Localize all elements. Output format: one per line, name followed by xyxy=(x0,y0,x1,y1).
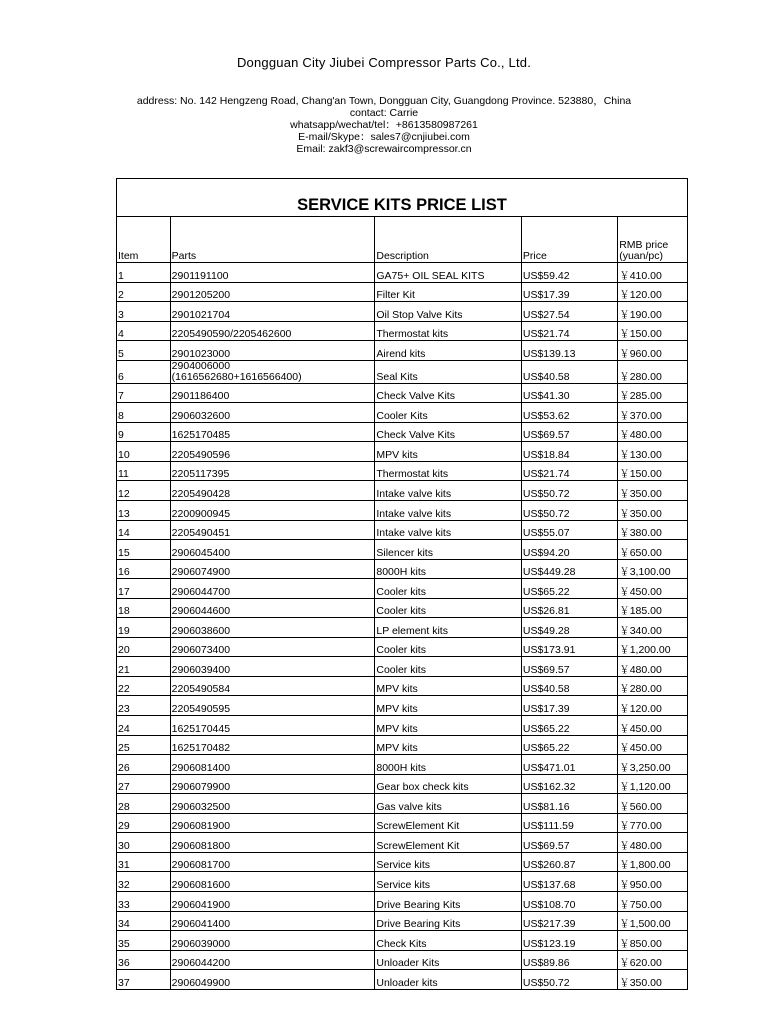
cell-usd-price: US$162.32 xyxy=(521,774,617,794)
cell-item: 13 xyxy=(117,501,170,521)
header-rmb-price xyxy=(618,217,687,263)
table-row xyxy=(117,540,687,560)
price-list-sheet xyxy=(116,178,688,990)
cell-rmb-price: ￥190.00 xyxy=(618,302,687,322)
cell-item: 7 xyxy=(117,383,170,403)
cell-usd-price: US$50.72 xyxy=(521,501,617,521)
header-item: Item xyxy=(117,217,170,263)
cell-item: 28 xyxy=(117,794,170,814)
cell-usd-price: US$89.86 xyxy=(521,950,617,970)
cell-description: 8000H kits xyxy=(375,559,522,579)
cell-description: Cooler kits xyxy=(375,579,522,599)
cell-item: 35 xyxy=(117,931,170,951)
table-row xyxy=(117,911,687,931)
cell-usd-price: US$40.58 xyxy=(521,676,617,696)
cell-part-number: 2901023000 xyxy=(170,341,375,361)
cell-description: LP element kits xyxy=(375,618,522,638)
cell-item: 1 xyxy=(117,263,170,283)
cell-rmb-price: ￥480.00 xyxy=(618,657,687,677)
cell-rmb-price: ￥1,120.00 xyxy=(618,774,687,794)
cell-part-number: 2906032500 xyxy=(170,794,375,814)
cell-usd-price: US$69.57 xyxy=(521,657,617,677)
cell-usd-price: US$449.28 xyxy=(521,559,617,579)
cell-description: MPV kits xyxy=(375,735,522,755)
cell-description: 8000H kits xyxy=(375,755,522,775)
cell-description: Intake valve kits xyxy=(375,501,522,521)
table-row xyxy=(117,321,687,341)
cell-item: 18 xyxy=(117,598,170,618)
table-row xyxy=(117,579,687,599)
address-line: address: No. 142 Hengzeng Road, Chang'an Town, Dongguan City, Guangdong Province. 523880，China xyxy=(136,95,632,107)
cell-item: 29 xyxy=(117,813,170,833)
cell-part-number: 2901186400 xyxy=(170,383,375,403)
cell-item: 24 xyxy=(117,716,170,736)
cell-usd-price: US$139.13 xyxy=(521,341,617,361)
cell-part-number: 2906044700 xyxy=(170,579,375,599)
cell-usd-price: US$65.22 xyxy=(521,735,617,755)
table-row xyxy=(117,442,687,462)
cell-usd-price: US$49.28 xyxy=(521,618,617,638)
cell-part-number: 2205490590/2205462600 xyxy=(170,321,375,341)
cell-part-number: 2200900945 xyxy=(170,501,375,521)
cell-rmb-price: ￥340.00 xyxy=(618,618,687,638)
cell-item: 9 xyxy=(117,422,170,442)
cell-usd-price: US$111.59 xyxy=(521,813,617,833)
table-row xyxy=(117,481,687,501)
cell-description: Intake valve kits xyxy=(375,481,522,501)
cell-rmb-price: ￥650.00 xyxy=(618,540,687,560)
cell-description: Airend kits xyxy=(375,341,522,361)
cell-item: 17 xyxy=(117,579,170,599)
cell-rmb-price: ￥185.00 xyxy=(618,598,687,618)
cell-part-number: 2906079900 xyxy=(170,774,375,794)
table-row xyxy=(117,598,687,618)
cell-usd-price: US$81.16 xyxy=(521,794,617,814)
cell-description: Unloader kits xyxy=(375,970,522,989)
cell-description: Check Kits xyxy=(375,931,522,951)
phone-line: whatsapp/wechat/tel：+8613580987261 xyxy=(290,119,478,131)
cell-part-number: 2906041900 xyxy=(170,891,375,911)
table-row xyxy=(117,813,687,833)
cell-rmb-price: ￥750.00 xyxy=(618,891,687,911)
cell-part-number: 2901021704 xyxy=(170,302,375,322)
cell-rmb-price: ￥450.00 xyxy=(618,735,687,755)
cell-usd-price: US$59.42 xyxy=(521,263,617,283)
cell-rmb-price: ￥350.00 xyxy=(618,501,687,521)
cell-item: 23 xyxy=(117,696,170,716)
cell-usd-price: US$65.22 xyxy=(521,579,617,599)
cell-rmb-price: ￥150.00 xyxy=(618,321,687,341)
cell-description: Oil Stop Valve Kits xyxy=(375,302,522,322)
table-row xyxy=(117,774,687,794)
cell-description: Unloader Kits xyxy=(375,950,522,970)
cell-description: MPV kits xyxy=(375,676,522,696)
cell-part-number: 2906039400 xyxy=(170,657,375,677)
cell-rmb-price: ￥150.00 xyxy=(618,461,687,481)
table-row xyxy=(117,755,687,775)
cell-item: 31 xyxy=(117,852,170,872)
contact-person-line: contact: Carrie xyxy=(349,107,419,119)
cell-rmb-price: ￥280.00 xyxy=(618,676,687,696)
cell-rmb-price: ￥130.00 xyxy=(618,442,687,462)
cell-usd-price: US$21.74 xyxy=(521,461,617,481)
cell-description: Filter Kit xyxy=(375,282,522,302)
cell-rmb-price: ￥3,100.00 xyxy=(618,559,687,579)
cell-rmb-price: ￥480.00 xyxy=(618,833,687,853)
cell-part-number: 2906081600 xyxy=(170,872,375,892)
cell-description: Drive Bearing Kits xyxy=(375,911,522,931)
cell-description: Thermostat kits xyxy=(375,321,522,341)
cell-part-number: 2906081400 xyxy=(170,755,375,775)
cell-rmb-price: ￥350.00 xyxy=(619,976,662,989)
cell-usd-price: US$50.72 xyxy=(521,970,617,989)
cell-rmb-price: ￥1,800.00 xyxy=(618,852,687,872)
cell-usd-price: US$26.81 xyxy=(521,598,617,618)
cell-item: 11 xyxy=(117,461,170,481)
cell-usd-price: US$69.57 xyxy=(521,833,617,853)
cell-item: 22 xyxy=(117,676,170,696)
table-row xyxy=(117,520,687,540)
cell-item: 27 xyxy=(117,774,170,794)
cell-item: 25 xyxy=(117,735,170,755)
cell-usd-price: US$123.19 xyxy=(521,931,617,951)
email-line: Email: zakf3@screwaircompressor.cn xyxy=(296,143,472,155)
cell-description: ScrewElement Kit xyxy=(375,813,522,833)
cell-usd-price: US$53.62 xyxy=(521,403,617,423)
cell-usd-price: US$69.57 xyxy=(521,422,617,442)
cell-part-number: 2906045400 xyxy=(170,540,375,560)
cell-item: 34 xyxy=(117,911,170,931)
cell-rmb-price: ￥770.00 xyxy=(618,813,687,833)
cell-item: 8 xyxy=(117,403,170,423)
table-row xyxy=(117,559,687,579)
cell-part-number: 2906049900 xyxy=(170,970,375,989)
cell-usd-price: US$40.58 xyxy=(521,360,617,383)
table-row xyxy=(117,931,687,951)
cell-description: GA75+ OIL SEAL KITS xyxy=(375,263,522,283)
cell-rmb-price: ￥950.00 xyxy=(618,872,687,892)
cell-usd-price: US$108.70 xyxy=(521,891,617,911)
cell-rmb-price: ￥560.00 xyxy=(618,794,687,814)
cell-usd-price: US$137.68 xyxy=(521,872,617,892)
cell-usd-price: US$65.22 xyxy=(521,716,617,736)
cell-usd-price: US$260.87 xyxy=(521,852,617,872)
cell-rmb-price: ￥120.00 xyxy=(618,696,687,716)
table-row xyxy=(117,461,687,481)
cell-usd-price: US$471.01 xyxy=(521,755,617,775)
cell-rmb-price: ￥410.00 xyxy=(618,263,687,283)
table-row xyxy=(117,403,687,423)
cell-rmb-price: ￥370.00 xyxy=(618,403,687,423)
cell-description: Service kits xyxy=(375,852,522,872)
cell-part-number: 2906074900 xyxy=(170,559,375,579)
cell-description: Gear box check kits xyxy=(375,774,522,794)
cell-part-number: 2906081800 xyxy=(170,833,375,853)
cell-item: 20 xyxy=(117,637,170,657)
header-description: Description xyxy=(375,217,522,263)
header-price: Price xyxy=(521,217,617,263)
table-row xyxy=(117,970,687,989)
cell-part-number: 2205490584 xyxy=(170,676,375,696)
cell-part-number: 2906081900 xyxy=(170,813,375,833)
cell-rmb-price: ￥380.00 xyxy=(618,520,687,540)
cell-part-number: 2906081700 xyxy=(170,852,375,872)
cell-part-number: 1625170485 xyxy=(170,422,375,442)
table-row xyxy=(117,950,687,970)
cell-rmb-price: ￥120.00 xyxy=(618,282,687,302)
cell-part-number: 2205490451 xyxy=(170,520,375,540)
table-row xyxy=(117,657,687,677)
table-row xyxy=(117,501,687,521)
cell-item: 21 xyxy=(117,657,170,677)
contact-block xyxy=(0,95,768,155)
cell-part-number: 2205117395 xyxy=(170,461,375,481)
table-row xyxy=(117,422,687,442)
cell-part-number: 2205490596 xyxy=(170,442,375,462)
cell-rmb-price: ￥350.00 xyxy=(618,481,687,501)
table-row xyxy=(117,282,687,302)
cell-rmb-price: ￥3,250.00 xyxy=(618,755,687,775)
cell-item: 32 xyxy=(117,872,170,892)
cell-part-number: 1625170445 xyxy=(170,716,375,736)
cell-description: Seal Kits xyxy=(375,360,522,383)
price-list-title: SERVICE KITS PRICE LIST xyxy=(117,179,687,217)
cell-description: Thermostat kits xyxy=(375,461,522,481)
table-row xyxy=(117,794,687,814)
price-table xyxy=(117,217,687,989)
cell-part-number: 2906038600 xyxy=(170,618,375,638)
cell-rmb-price: ￥1,500.00 xyxy=(618,911,687,931)
table-row xyxy=(117,383,687,403)
table-row xyxy=(117,833,687,853)
cell-item: 30 xyxy=(117,833,170,853)
cell-usd-price: US$21.74 xyxy=(521,321,617,341)
cell-rmb-price: ￥620.00 xyxy=(618,950,687,970)
header-rmb-line2: (yuan/pc) xyxy=(619,250,663,262)
header-rmb-line1: RMB price xyxy=(619,239,669,251)
cell-item: 36 xyxy=(117,950,170,970)
cell-usd-price: US$55.07 xyxy=(521,520,617,540)
cell-item: 14 xyxy=(117,520,170,540)
cell-description: MPV kits xyxy=(375,716,522,736)
cell-item: 3 xyxy=(117,302,170,322)
cell-usd-price: US$17.39 xyxy=(521,696,617,716)
cell-item: 15 xyxy=(117,540,170,560)
cell-usd-price: US$50.72 xyxy=(521,481,617,501)
cell-description: Intake valve kits xyxy=(375,520,522,540)
cell-part-number: 2906073400 xyxy=(170,637,375,657)
cell-description: Cooler kits xyxy=(375,657,522,677)
cell-description: Cooler Kits xyxy=(375,403,522,423)
cell-item: 4 xyxy=(117,321,170,341)
cell-description: MPV kits xyxy=(375,442,522,462)
cell-usd-price: US$41.30 xyxy=(521,383,617,403)
cell-item: 6 xyxy=(117,360,170,383)
cell-part-number: 2904006000 (1616562680+1616566400) xyxy=(170,360,375,383)
cell-item: 26 xyxy=(117,755,170,775)
cell-part-number: 2901191100 xyxy=(170,263,375,283)
cell-item: 19 xyxy=(117,618,170,638)
cell-rmb-price: ￥450.00 xyxy=(618,579,687,599)
cell-usd-price: US$94.20 xyxy=(521,540,617,560)
cell-description: ScrewElement Kit xyxy=(375,833,522,853)
table-row xyxy=(117,360,687,383)
cell-item: 33 xyxy=(117,891,170,911)
table-row xyxy=(117,716,687,736)
cell-description: Silencer kits xyxy=(375,540,522,560)
table-row xyxy=(117,891,687,911)
table-row xyxy=(117,263,687,283)
header-row xyxy=(117,217,687,263)
company-name: Dongguan City Jiubei Compressor Parts Co., Ltd. xyxy=(236,55,532,70)
cell-rmb-price: ￥960.00 xyxy=(618,341,687,361)
cell-rmb-price: ￥280.00 xyxy=(618,360,687,383)
table-row xyxy=(117,676,687,696)
cell-usd-price: US$27.54 xyxy=(521,302,617,322)
cell-part-number: 2906039000 xyxy=(170,931,375,951)
table-row xyxy=(117,852,687,872)
cell-description: Cooler kits xyxy=(375,637,522,657)
table-row xyxy=(117,872,687,892)
cell-item: 37 xyxy=(117,970,170,989)
cell-part-number: 2205490595 xyxy=(170,696,375,716)
table-row xyxy=(117,637,687,657)
table-row xyxy=(117,696,687,716)
cell-part-number: 1625170482 xyxy=(170,735,375,755)
cell-part-number: 2906041400 xyxy=(170,911,375,931)
cell-rmb-price: ￥1,200.00 xyxy=(618,637,687,657)
cell-rmb-price: ￥850.00 xyxy=(618,931,687,951)
cell-description: Check Valve Kits xyxy=(375,383,522,403)
cell-item: 12 xyxy=(117,481,170,501)
cell-item: 16 xyxy=(117,559,170,579)
cell-usd-price: US$18.84 xyxy=(521,442,617,462)
cell-usd-price: US$17.39 xyxy=(521,282,617,302)
cell-part-number: 2906044600 xyxy=(170,598,375,618)
cell-item: 5 xyxy=(117,341,170,361)
cell-part-number: 2901205200 xyxy=(170,282,375,302)
cell-usd-price: US$217.39 xyxy=(521,911,617,931)
cell-description: MPV kits xyxy=(375,696,522,716)
cell-part-number: 2205490428 xyxy=(170,481,375,501)
table-row xyxy=(117,735,687,755)
table-row xyxy=(117,302,687,322)
cell-rmb-price: ￥285.00 xyxy=(618,383,687,403)
cell-usd-price: US$173.91 xyxy=(521,637,617,657)
cell-description: Cooler kits xyxy=(375,598,522,618)
cell-rmb-price: ￥450.00 xyxy=(618,716,687,736)
email-skype-line: E-mail/Skype：sales7@cnjiubei.com xyxy=(298,131,470,143)
cell-description: Check Valve Kits xyxy=(375,422,522,442)
cell-part-number: 2906044200 xyxy=(170,950,375,970)
table-row xyxy=(117,618,687,638)
cell-item: 2 xyxy=(117,282,170,302)
cell-description: Service kits xyxy=(375,872,522,892)
cell-description: Drive Bearing Kits xyxy=(375,891,522,911)
cell-part-number: 2906032600 xyxy=(170,403,375,423)
header-parts: Parts xyxy=(170,217,375,263)
cell-rmb-price: ￥480.00 xyxy=(618,422,687,442)
cell-description: Gas valve kits xyxy=(375,794,522,814)
cell-item: 10 xyxy=(117,442,170,462)
table-row xyxy=(117,341,687,361)
